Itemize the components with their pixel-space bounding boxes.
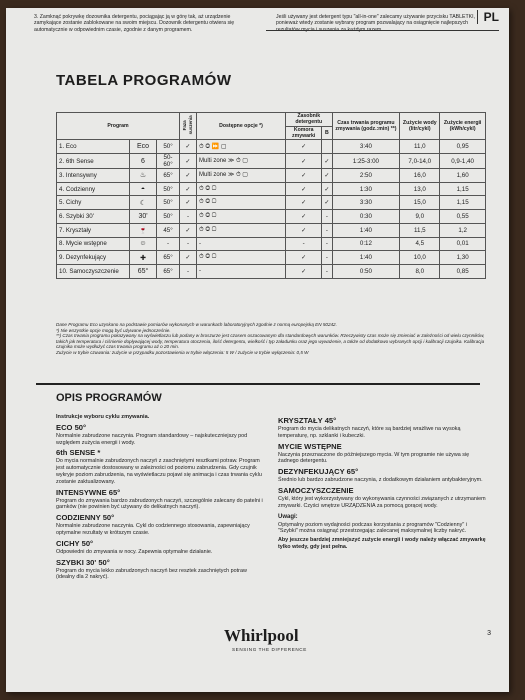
header-dispenser: Zasobnik detergentu <box>286 113 333 127</box>
energy-usage: 1,2 <box>440 223 486 237</box>
drying-check: ✓ <box>180 169 197 183</box>
program-description: Program do zmywania bardzo zabrudzonych naczyń, szczególnie zalecany do patelni i garnków (nie powinien być używany do delikatnych naczyń). <box>56 497 263 511</box>
header-options: Dostępne opcje *) <box>197 113 286 140</box>
program-duration: 0:50 <box>332 264 400 278</box>
available-options: ⏱ ◎ ▢ <box>197 210 286 224</box>
program-temp: 50-60° <box>157 154 180 169</box>
header-faza: Faza suszenia <box>180 113 197 140</box>
energy-usage: 0,55 <box>440 210 486 224</box>
b-check: ✓ <box>322 154 332 169</box>
note-line: Zużycie w trybie czuwania: zużycie w przypadku pozostawienia w trybie włączenia: 5 W / zużycie w trybie wyłączenia: 0,5 W <box>56 349 309 355</box>
program-icon: ♨ <box>130 169 157 183</box>
whirlpool-logo: Whirlpool <box>224 626 299 645</box>
b-check: - <box>322 223 332 237</box>
program-icon: ◓ <box>130 182 157 196</box>
program-temp: 50° <box>157 140 180 154</box>
b-check: - <box>322 264 332 278</box>
program-duration: 1:25-3:00 <box>332 154 400 169</box>
b-check: ✓ <box>322 196 332 210</box>
b-check: - <box>322 251 332 265</box>
energy-usage: 1,30 <box>440 251 486 265</box>
program-icon: 🍷 <box>130 223 157 237</box>
program-duration: 3:30 <box>332 196 400 210</box>
note-line: **) Czas trwania programu pokazywany na wyświetlaczu lub podany w broszurze jest czasem oszacowanym dla standardowych warunków. Rzeczywisty czas może się zmieniać w zależności od wielu czynników, takich jak temperatura i ciśnienie dopływającej wody, temperatura otoczenia, ilość detergentu, wielkość i typ załadunku oraz jego wyważenie, a także od dodatkowo wybranych opcji i kalibracji czujnika. Kalibracja czujnika może wydłużyć czas trwania programu aż o 20 min. <box>56 333 485 350</box>
program-icon: ☾ <box>130 196 157 210</box>
section-lead: Instrukcje wyboru cyklu zmywania. <box>56 414 150 420</box>
program-name: 1. Eco <box>57 140 130 154</box>
program-temp: 50° <box>157 210 180 224</box>
program-heading: DEZYNFEKUJĄCY 65° <box>278 467 359 477</box>
b-check: ✓ <box>322 169 332 183</box>
header-water: Zużycie wody (litr/cykl) <box>400 113 440 140</box>
program-description: Odpowiedni do zmywania w nocy. Zapewnia optymalne działanie. <box>56 548 213 555</box>
program-table <box>56 112 486 279</box>
table-row <box>57 196 486 210</box>
logo-tagline: SENSING THE DIFFERENCE <box>232 647 307 652</box>
section-divider <box>36 383 480 385</box>
program-description: Naczynia przeznaczone do późniejszego mycia. W tym programie nie używa się żadnego detergentu. <box>278 451 470 465</box>
water-usage: 8,0 <box>400 264 440 278</box>
drying-check: - <box>180 264 197 278</box>
chamber-check: ✓ <box>286 210 322 224</box>
program-icon: 30' <box>130 210 157 224</box>
program-icon: ✚ <box>130 251 157 265</box>
table-row <box>57 182 486 196</box>
program-duration: 1:40 <box>332 223 400 237</box>
available-options: ⏱ ◎ ⏩ ▢ <box>197 140 286 154</box>
energy-usage: 1,60 <box>440 169 486 183</box>
program-description: Średnio lub bardzo zabrudzone naczynia, z dodatkowym działaniem antybakteryjnym. <box>278 477 483 484</box>
water-usage: 4,5 <box>400 237 440 251</box>
program-name: 10. Samoczyszczenie <box>57 264 130 278</box>
water-usage: 16,0 <box>400 169 440 183</box>
drying-check: ✓ <box>180 182 197 196</box>
program-name: 6. Szybki 30' <box>57 210 130 224</box>
table-row <box>57 140 486 154</box>
available-options: - <box>197 264 286 278</box>
page-title: TABELA PROGRAMÓW <box>56 72 232 89</box>
drying-check: ✓ <box>180 196 197 210</box>
energy-usage: 1,15 <box>440 182 486 196</box>
program-duration: 0:30 <box>332 210 400 224</box>
header-energy: Zużycie energii (kWh/cykl) <box>440 113 486 140</box>
program-heading: CODZIENNY 50° <box>56 513 115 523</box>
program-desc-left <box>56 414 264 583</box>
program-icon: Eco <box>130 140 157 154</box>
water-usage: 13,0 <box>400 182 440 196</box>
program-heading: KRYSZTAŁY 45° <box>278 416 337 425</box>
chamber-check: ✓ <box>286 169 322 183</box>
header-left-text: 3. Zamknąć pokrywkę dozownika detergentu, pociągając ją w górę tak, aż urządzenie zamykające zostanie zablokowane na swoim miejscu. Dozownik detergentu otwiera się automatycznie w odpowiednim czasie, zgodnie z danym programem. <box>34 14 235 33</box>
available-options: ⏱ ◎ ▢ <box>197 251 286 265</box>
energy-usage: 0,85 <box>440 264 486 278</box>
program-name: 5. Cichy <box>57 196 130 210</box>
note-line: Dane Programu Eco uzyskano na podstawie pomiarów wykonanych w warunkach laboratoryjnych zgodnie z normą europejską EN 50242. <box>56 322 337 327</box>
program-description: Cykl, który jest wykorzystywany do wykonywania czynności związanych z utrzymaniem zmywarki. Czyści wnętrze URZĄDZENIA za pomocą gorącej wody. <box>278 495 486 509</box>
water-usage: 10,0 <box>400 251 440 265</box>
table-row <box>57 154 486 169</box>
energy-usage: 0,01 <box>440 237 486 251</box>
header-chamber: Komora zmywarki <box>286 126 322 140</box>
drying-check: ✓ <box>180 154 197 169</box>
program-icon: 6 <box>130 154 157 169</box>
table-row <box>57 237 486 251</box>
program-heading: SZYBKI 30' 50° <box>56 557 110 567</box>
program-duration: 1:40 <box>332 251 400 265</box>
program-heading: 6th SENSE * <box>56 448 101 458</box>
program-description: Program do mycia delikatnych naczyń, które są bardziej wrażliwe na wysoką temperaturę, np. szklanki i kubeczki. <box>278 426 461 439</box>
table-row <box>57 264 486 278</box>
available-options: ⏱ ◎ ▢ <box>197 182 286 196</box>
water-usage: 7,0-14,0 <box>400 154 440 169</box>
program-name: 2. 6th Sense <box>57 154 130 169</box>
table-row <box>57 169 486 183</box>
chamber-check: ✓ <box>286 251 322 265</box>
program-temp: 65° <box>157 251 180 265</box>
table-row <box>57 223 486 237</box>
drying-check: - <box>180 210 197 224</box>
program-name: 9. Dezynfekujący <box>57 251 130 265</box>
header-program: Program <box>57 113 180 140</box>
drying-check: - <box>180 237 197 251</box>
program-name: 7. Kryształy <box>57 223 130 237</box>
drying-check: ✓ <box>180 251 197 265</box>
water-usage: 15,0 <box>400 196 440 210</box>
program-icon: ☺ <box>130 237 157 251</box>
chamber-check: - <box>286 237 322 251</box>
chamber-check: ✓ <box>286 264 322 278</box>
program-heading: INTENSYWNE 65° <box>56 487 121 497</box>
header-duration: Czas trwania programu zmywania (godz.:min) **) <box>332 113 400 140</box>
language-code: PL <box>477 10 499 24</box>
table-notes <box>56 322 486 356</box>
program-duration: 2:50 <box>332 169 400 183</box>
header-b: B <box>322 126 332 140</box>
energy-usage: 0,9-1,40 <box>440 154 486 169</box>
water-usage: 11,0 <box>400 140 440 154</box>
instruction-page <box>6 8 509 692</box>
program-heading: ECO 50° <box>56 422 87 432</box>
program-heading: CICHY 50° <box>56 538 94 548</box>
program-duration: 0:12 <box>332 237 400 251</box>
program-temp: 50° <box>157 182 180 196</box>
water-usage: 11,5 <box>400 223 440 237</box>
program-description: Normalnie zabrudzone naczynia. Cykl do codziennego stosowania, zapewniający optymalne rezultaty w krótszym czasie. <box>56 523 250 536</box>
section-title: OPIS PROGRAMÓW <box>56 392 162 404</box>
notes-text: Optymalny poziom wydajności podczas korzystania z programów "Codzienny" i "Szybki" można osiągnąć przestrzegając zalecanej maksymalnej liczby nakryć. <box>278 521 467 535</box>
header-right-text: Jeśli używany jest detergent typu "all-in-one" zalecamy używanie przycisku TABLETKI, ponieważ wtedy zostanie wybrany program pozwalający na osiągnięcie najlepszych rezultatów mycia i suszenia za każdym razem. <box>276 14 475 33</box>
chamber-check: ✓ <box>286 140 322 154</box>
table-row <box>57 251 486 265</box>
b-check: - <box>322 210 332 224</box>
program-duration: 1:30 <box>332 182 400 196</box>
notes-bold-text: Aby jeszcze bardziej zmniejszyć zużycie energii i wody należy włączać zmywarkę tylko wtedy, gdy jest pełna. <box>278 537 486 550</box>
b-check: - <box>322 237 332 251</box>
available-options: Multi zone ≫ ⏱ ▢ <box>197 169 286 183</box>
program-heading: SAMOCZYSZCZENIE <box>278 485 354 495</box>
chamber-check: ✓ <box>286 196 322 210</box>
drying-check: ✓ <box>180 140 197 154</box>
header-divider <box>266 30 499 31</box>
program-description: Program do mycia lekko zabrudzonych naczyń bez resztek zaschniętych potraw (idealny dla 2 nakryć). <box>56 567 247 581</box>
notes-heading: Uwagi: <box>278 513 298 520</box>
program-temp: 65° <box>157 169 180 183</box>
program-description: Do mycia normalnie zabrudzonych naczyń z zaschniętymi resztkami potraw. Program jest automatycznie dostosowany w zależności od poziomu zabrudzenia. Gdy czujnik wykryje poziom zabrudzenia, na wyświetlaczu pojawi się animacja i czas trwania cyklu zostanie zaktualizowany. <box>56 458 262 485</box>
energy-usage: 0,95 <box>440 140 486 154</box>
b-check: ✓ <box>322 182 332 196</box>
table-row <box>57 210 486 224</box>
chamber-check: ✓ <box>286 154 322 169</box>
chamber-check: ✓ <box>286 223 322 237</box>
program-name: 8. Mycie wstępne <box>57 237 130 251</box>
program-name: 4. Codzienny <box>57 182 130 196</box>
available-options: - <box>197 237 286 251</box>
available-options: ⏱ ◎ ▢ <box>197 223 286 237</box>
available-options: ⏱ ◎ ▢ <box>197 196 286 210</box>
program-temp: 65° <box>157 264 180 278</box>
program-name: 3. Intensywny <box>57 169 130 183</box>
b-check <box>322 140 332 154</box>
note-line: *) Nie wszystkie opcje mogą być używane jednocześnie. <box>56 327 171 333</box>
chamber-check: ✓ <box>286 182 322 196</box>
program-desc-right <box>278 414 488 553</box>
program-heading: MYCIE WSTĘPNE <box>278 441 342 451</box>
program-temp: 45° <box>157 223 180 237</box>
program-icon: 65° <box>130 264 157 278</box>
page-number: 3 <box>487 630 491 637</box>
available-options: Multi zone ≫ ⏱ ▢ <box>197 154 286 169</box>
water-usage: 9,0 <box>400 210 440 224</box>
energy-usage: 1,15 <box>440 196 486 210</box>
program-description: Normalnie zabrudzone naczynia. Program standardowy – najskuteczniejszy pod względem zużycia energii i wody. <box>56 432 248 446</box>
drying-check: ✓ <box>180 223 197 237</box>
program-duration: 3:40 <box>332 140 400 154</box>
program-temp: 50° <box>157 196 180 210</box>
program-temp: - <box>157 237 180 251</box>
